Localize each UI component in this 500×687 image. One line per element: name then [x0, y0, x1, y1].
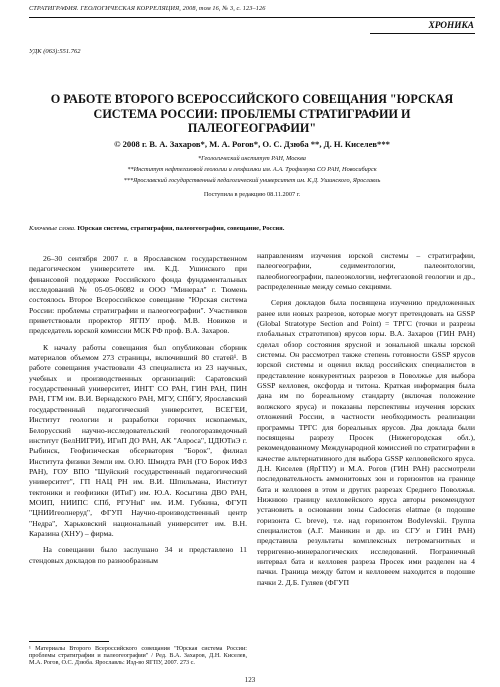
- affiliation-3: ***Ярославский государственный педагогический университет им. К.Д. Ушинского, Ярославль: [123, 177, 381, 184]
- footnote-rule: [29, 641, 109, 642]
- keywords-text: Юрская система, стратиграфия, палеогеография, совещание, Россия.: [77, 225, 285, 232]
- paragraph: К началу работы совещания был опубликован сборник материалов объемом 273 страницы, включивший 80 статей¹. В работе совещания участвовали 43 специалиста из 23 научных, учебных и производственных организаций: Саратовский государственный университет, ИНГГ СО РАН, ГИН РАН, ПИН РАН, ГГМ им. В.И. Вернадского РАН, МГУ, СПбГУ, Ярославский государственный педагогический университет, ВСЕГЕИ, Институт геологии и разработки горючих ископаемых, Белорусский научно-исследовательский геологоразведочный институт (БелНИГРИ), ИГиП ДО РАН, АК "Алроса", ЦДЮТиЭ г. Рыбинск, Геофизическая обсерватория "Борок", филиал Института физики Земли им. О.Ю. Шмидта РАН (ГО Борок ИФЗ РАН), ГОУ ВПО "Шуйский государственный педагогический университет", ГП НАЦ РН им. В.И. Шпильмана, Институт тектоники и геофизики (ИТиГ) им. Ю.А. Косыгина ДВО РАН, МОИП, НИИПС СПб, РГУНиГ им. И.М. Губкина, ФГУП "ЦНИИгеолнеруд", ФГУП Научно-производственный центр "Недра", Харьковский национальный университет им. В.Н. Каразина (ХНУ) – фирма.: [29, 342, 247, 538]
- affiliation-1: *Геологический институт РАН, Москва: [198, 155, 306, 162]
- left-column: [29, 254, 247, 566]
- footnote: ¹ Материалы Второго Всероссийского совещания "Юрская система России: проблемы стратиграфии и палеогеографии" / Ред. В.А. Захаров, Д.Н. Киселев, М.А. Рогов, О.С. Дзюба. Ярославль: Изд-во ЯГПУ, 2007. 273 с.: [29, 645, 247, 667]
- right-column: [257, 251, 475, 588]
- article-authors: © 2008 г. В. А. Захаров*, М. А. Рогов*, О. С. Дзюба **, Д. Н. Киселев***: [114, 139, 390, 149]
- udk-code: УДК (063):551.762: [29, 48, 81, 55]
- paragraph: направлениям изучения юрской системы – стратиграфии, палеогеографии, седиментологии, палеонтологии, палеобиогеографии, палеоэкологии, нефтегазовой геологии и др., распределенные между семью секциями.: [257, 251, 475, 292]
- section-label: ХРОНИКА: [428, 21, 474, 31]
- paragraph: 26–30 сентября 2007 г. в Ярославском государственном педагогическом университете им. К.Д. Ушинского при финансовой поддержке Российского фонда фундаментальных исследований № 05-05-06082 и ООО "Минерал" г. Тюмень состоялось Второе Всероссийское совещание "Юрская система России: проблемы стратиграфии и палеогеографии". Участников приветствовали проректор ЯГПУ проф. М.В. Новиков и председатель юрской комиссии МСК РФ проф. В.А. Захаров.: [29, 254, 247, 336]
- section-rule: [370, 33, 475, 34]
- journal-header: СТРАТИГРАФИЯ. ГЕОЛОГИЧЕСКАЯ КОРРЕЛЯЦИЯ, 2008, том 16, № 3, с. 123–126: [29, 5, 266, 12]
- article-title: О РАБОТЕ ВТОРОГО ВСЕРОССИЙСКОГО СОВЕЩАНИЯ "ЮРСКАЯ СИСТЕМА РОССИИ: ПРОБЛЕМЫ СТРАТИГРАФИИ И ПАЛЕОГЕОГРАФИИ": [50, 92, 454, 135]
- paragraph: На совещании было заслушано 34 и представлено 11 стендовых докладов по разнообразным: [29, 545, 247, 565]
- page-number: 123: [244, 676, 256, 684]
- paragraph: Серия докладов была посвящена изучению предложенных ранее или новых разрезов, которые могут претендовать на GSSP (Global Stratotype Section and Point) = ТРГС (точки и разрезы глобальных стратотипов) ярусов юры. В.А. Захаров (ГИН РАН) сделал обзор состояния ярусной и зональной шкалы юрской системы. Он рассмотрел также степень готовности GSSP ярусов юрской системы и оценил вклад российских специалистов в представление конкурентных разрезов в Поволжье для выбора GSSP келловея, оксфорда и титона. Краткая информация была дана им по бореальному стандарту (включая положение волжского яруса) и показаны перспективы изучения юрских отложений России, в частности необходимость реализации программы ТРГС для бореальных ярусов. Два доклада были посвящены разрезу Просек (Нижегородская обл.), рекомендованному Международной комиссией по стратиграфии в качестве альтернативного для выбора GSSP келловейского яруса. Д.Н. Киселев (ЯрГПУ) и М.А. Рогов (ГИН РАН) рассмотрели последовательность аммонитовых зон и горизонтов на границе бата и келловея в этом и других разрезах Среднего Поволжья. Нижнюю границу келловейского яруса авторы рекомендуют установить в основании зоны Cadoceras elatmae (в подошве горизонта C. breve), т.е. над горизонтом Bodylevskii. Группа специалистов (А.Г. Маникин и др. из СГУ и ГИН РАН) представила результаты комплексных петромагнитных и терригенно-минералогических исследований. Пограничный интервал бата и келловея разреза Просек ими разделен на 4 пачки. Граница между батом и келловеем находится в подошве пачки 2. Д.Б. Гуляев (ФГУП: [257, 298, 475, 587]
- keywords-label: Ключевые слова.: [29, 225, 76, 232]
- affiliation-2: **Институт нефтегазовой геологии и геофизики им. А.А. Трофимука СО РАН, Новосибирск: [127, 166, 377, 173]
- keywords-line: [29, 225, 475, 232]
- header-rule: [29, 17, 475, 18]
- received-date: Поступила в редакцию 08.11.2007 г.: [203, 191, 301, 198]
